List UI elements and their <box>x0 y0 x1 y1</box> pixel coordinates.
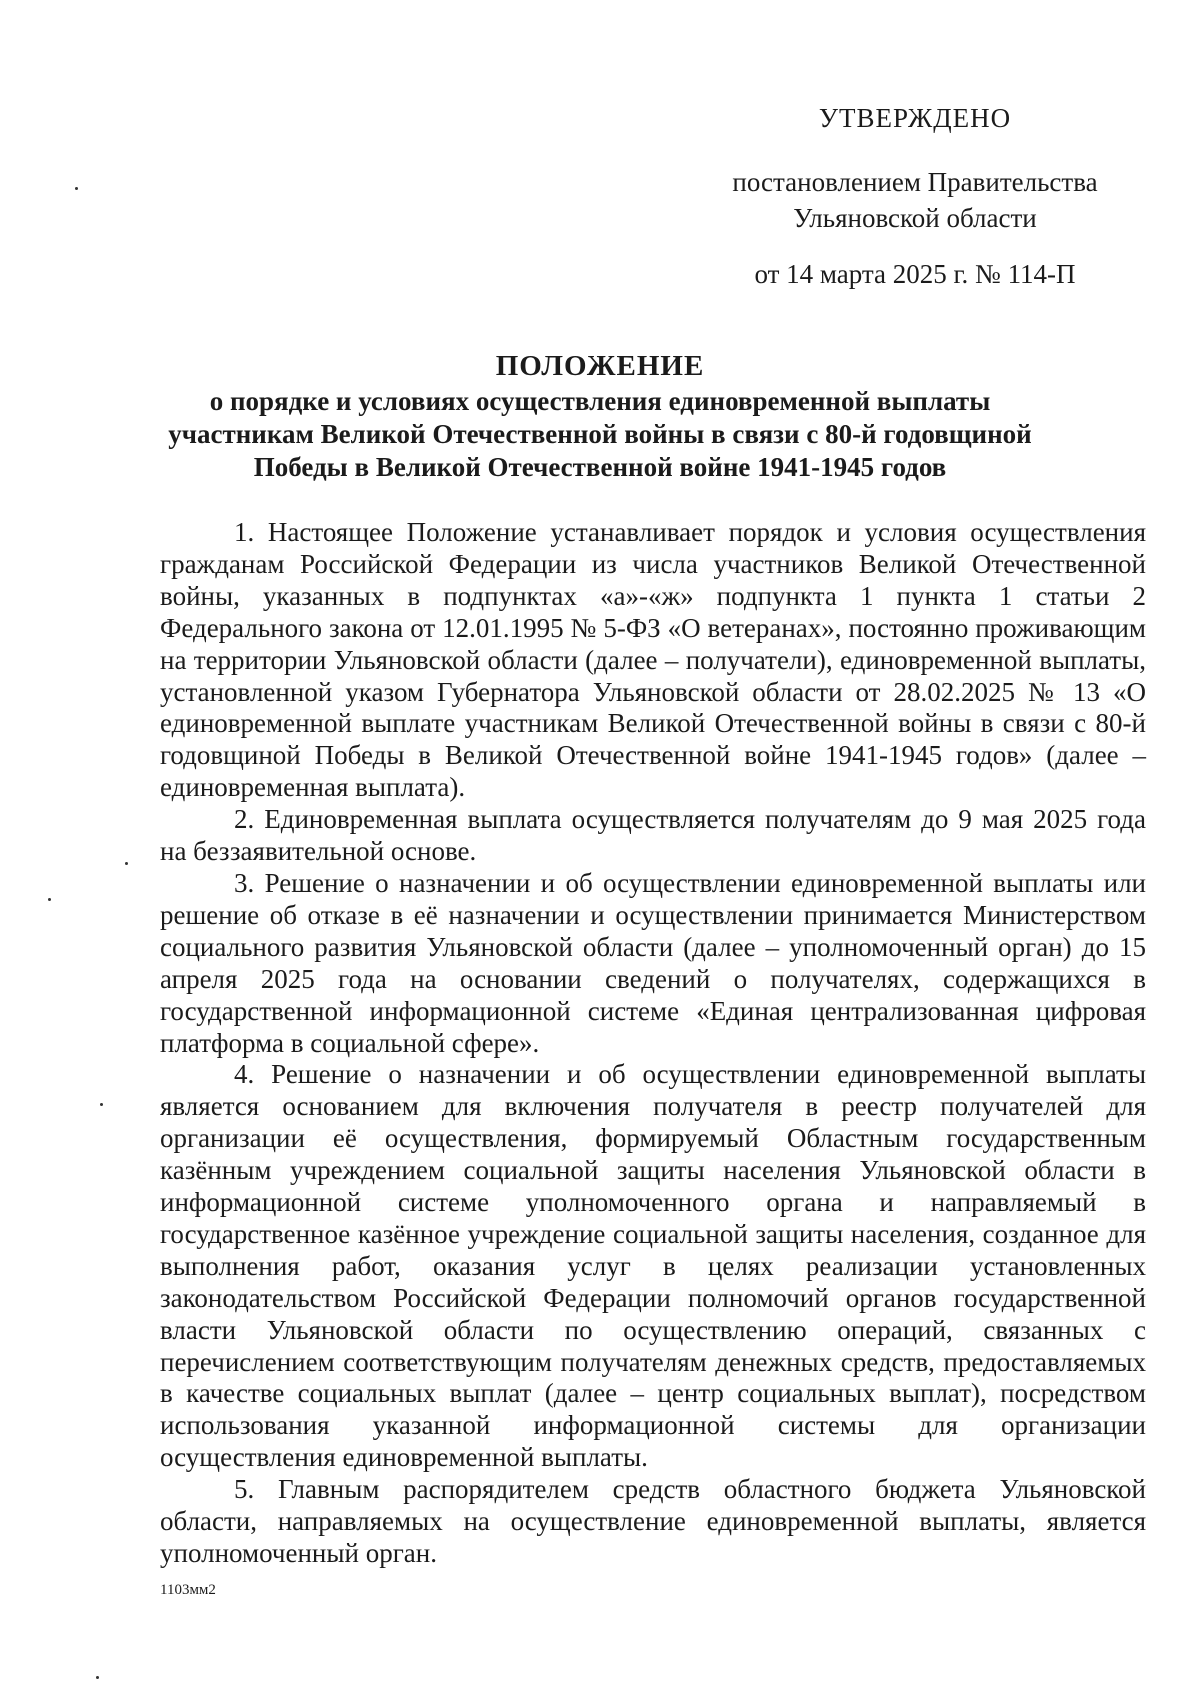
scan-speck <box>125 862 128 865</box>
approval-authority-line-1: постановлением Правительства <box>732 167 1098 197</box>
document-title-line-2: участникам Великой Отечественной войны в связи с 80-й годовщиной <box>168 419 1032 449</box>
document-title-main: ПОЛОЖЕНИЕ <box>495 350 705 382</box>
approval-stamp-title: УТВЕРЖДЕНО <box>818 103 1012 133</box>
paragraph-4: 4. Решение о назначении и об осуществлении единовременной выплаты является основанием для включения получателя в реестр получателей для организации её осуществления, формируемый Областным государственным казённым учреждением социальной защиты населения Ульяновской области в информационной системе уполномоченного органа и направляемый в государственное казённое учреждение социальной защиты населения, созданное для выполнения работ, оказания услуг в целях реализации установленных законодательством Российской Федерации полномочий органов государственной власти Ульяновской области по осуществлению операций, связанных с перечислением соответствующим получателям денежных средств, предоставляемых в качестве социальных выплат (далее – центр социальных выплат), посредством использования указанной информационной системы для организации осуществления единовременной выплаты. <box>160 1059 1146 1473</box>
scan-speck <box>48 898 51 901</box>
document-title <box>150 350 1050 484</box>
scan-speck <box>100 1103 103 1106</box>
approval-authority <box>700 164 1130 236</box>
document-title-line-1: о порядке и условиях осуществления единовременной выплаты <box>209 386 991 416</box>
footer-code: 1103мм2 <box>160 1582 216 1598</box>
paragraph-2: 2. Единовременная выплата осуществляется получателям до 9 мая 2025 года на беззаявительной основе. <box>160 804 1146 867</box>
document-body <box>160 517 1146 1570</box>
paragraph-5: 5. Главным распорядителем средств областного бюджета Ульяновской области, направляемых на осуществление единовременной выплаты, является уполномоченный орган. <box>160 1474 1146 1568</box>
scan-speck <box>96 1676 99 1679</box>
document-title-line-3: Победы в Великой Отечественной войне 1941-1945 годов <box>253 452 947 482</box>
paragraph-3: 3. Решение о назначении и об осуществлении единовременной выплаты или решение об отказе в её назначении и осуществлении принимается Министерством социального развития Ульяновской области (далее – уполномоченный орган) до 15 апреля 2025 года на основании сведений о получателях, содержащихся в государственной информационной системе «Единая централизованная цифровая платформа в социальной сфере». <box>160 867 1146 1058</box>
scan-speck <box>75 187 78 190</box>
paragraph-1: 1. Настоящее Положение устанавливает порядок и условия осуществления гражданам Российской Федерации из числа участников Великой Отечественной войны, указанных в подпунктах «а»-«ж» подпункта 1 пункта 1 статьи 2 Федерального закона от 12.01.1995 № 5-ФЗ «О ветеранах», постоянно проживающим на территории Ульяновской области (далее – получатели), единовременной выплаты, установленной указом Губернатора Ульяновской области от 28.02.2025 № 13 «О единовременной выплате участникам Великой Отечественной войны в связи с 80-й годовщиной Победы в Великой Отечественной войне 1941-1945 годов» (далее – единовременная выплата). <box>160 517 1146 803</box>
approval-date: от 14 марта 2025 г. № 114-П <box>754 259 1076 289</box>
approval-authority-line-2: Ульяновской области <box>793 203 1037 233</box>
